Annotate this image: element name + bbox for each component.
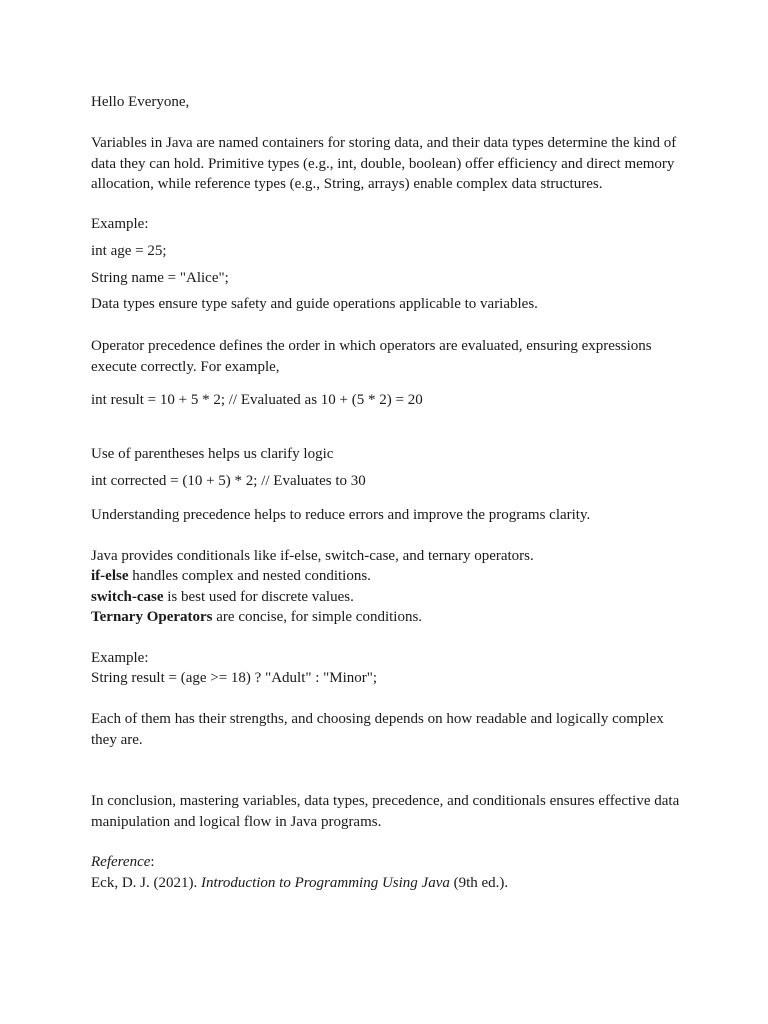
- ifelse-desc: handles complex and nested conditions.: [128, 568, 371, 584]
- greeting: Hello Everyone,: [91, 94, 190, 110]
- reference-label: Reference: [91, 854, 151, 870]
- switch-term: switch-case: [91, 589, 164, 605]
- intro-paragraph: Variables in Java are named containers for storing data, and their data types determine the kind of data they can hold. Primitive types (e.g., int, double, boolean) offer efficiency and direct memory allocation, while reference types (e.g., String, arrays) enable complex data structures.: [91, 135, 677, 192]
- ternary-item: [91, 607, 681, 628]
- reference-colon: :: [150, 854, 155, 870]
- ternary-desc: are concise, for simple conditions.: [212, 609, 423, 625]
- switch-desc: is best used for discrete values.: [163, 589, 354, 605]
- example-label: Example:: [91, 650, 149, 666]
- strengths-paragraph: Each of them has their strengths, and choosing depends on how readable and logically complex they are.: [91, 711, 664, 748]
- conclusion-paragraph: In conclusion, mastering variables, data types, precedence, and conditionals ensures effective data manipulation and logical flow in Java programs.: [91, 793, 680, 830]
- ifelse-term: if-else: [91, 568, 129, 584]
- ternary-term: Ternary Operators: [91, 609, 213, 625]
- code-line: String result = (age >= 18) ? "Adult" : "Minor";: [91, 670, 378, 686]
- precedence-paragraph: Operator precedence defines the order in which operators are evaluated, ensuring expressions execute correctly. For example,: [91, 338, 652, 375]
- parentheses-intro: Use of parentheses helps us clarify logic: [91, 446, 334, 462]
- code-line: String name = "Alice";: [91, 270, 229, 286]
- reference-citation: [91, 873, 681, 894]
- precedence-summary: Understanding precedence helps to reduce errors and improve the programs clarity.: [91, 507, 591, 523]
- reference-heading: [91, 852, 681, 873]
- code-line: int result = 10 + 5 * 2; // Evaluated as 10 + (5 * 2) = 20: [91, 392, 423, 408]
- reference-author: Eck, D. J. (2021).: [91, 875, 201, 891]
- code-line: int age = 25;: [91, 243, 167, 259]
- switch-item: [91, 587, 681, 608]
- types-summary: Data types ensure type safety and guide operations applicable to variables.: [91, 296, 538, 312]
- code-line: int corrected = (10 + 5) * 2; // Evaluates to 30: [91, 473, 366, 489]
- example-label: Example:: [91, 216, 149, 232]
- reference-title: Introduction to Programming Using Java: [200, 875, 450, 891]
- conditionals-intro: Java provides conditionals like if-else, switch-case, and ternary operators.: [91, 548, 534, 564]
- reference-edition: (9th ed.).: [449, 875, 509, 891]
- ifelse-item: [91, 566, 681, 587]
